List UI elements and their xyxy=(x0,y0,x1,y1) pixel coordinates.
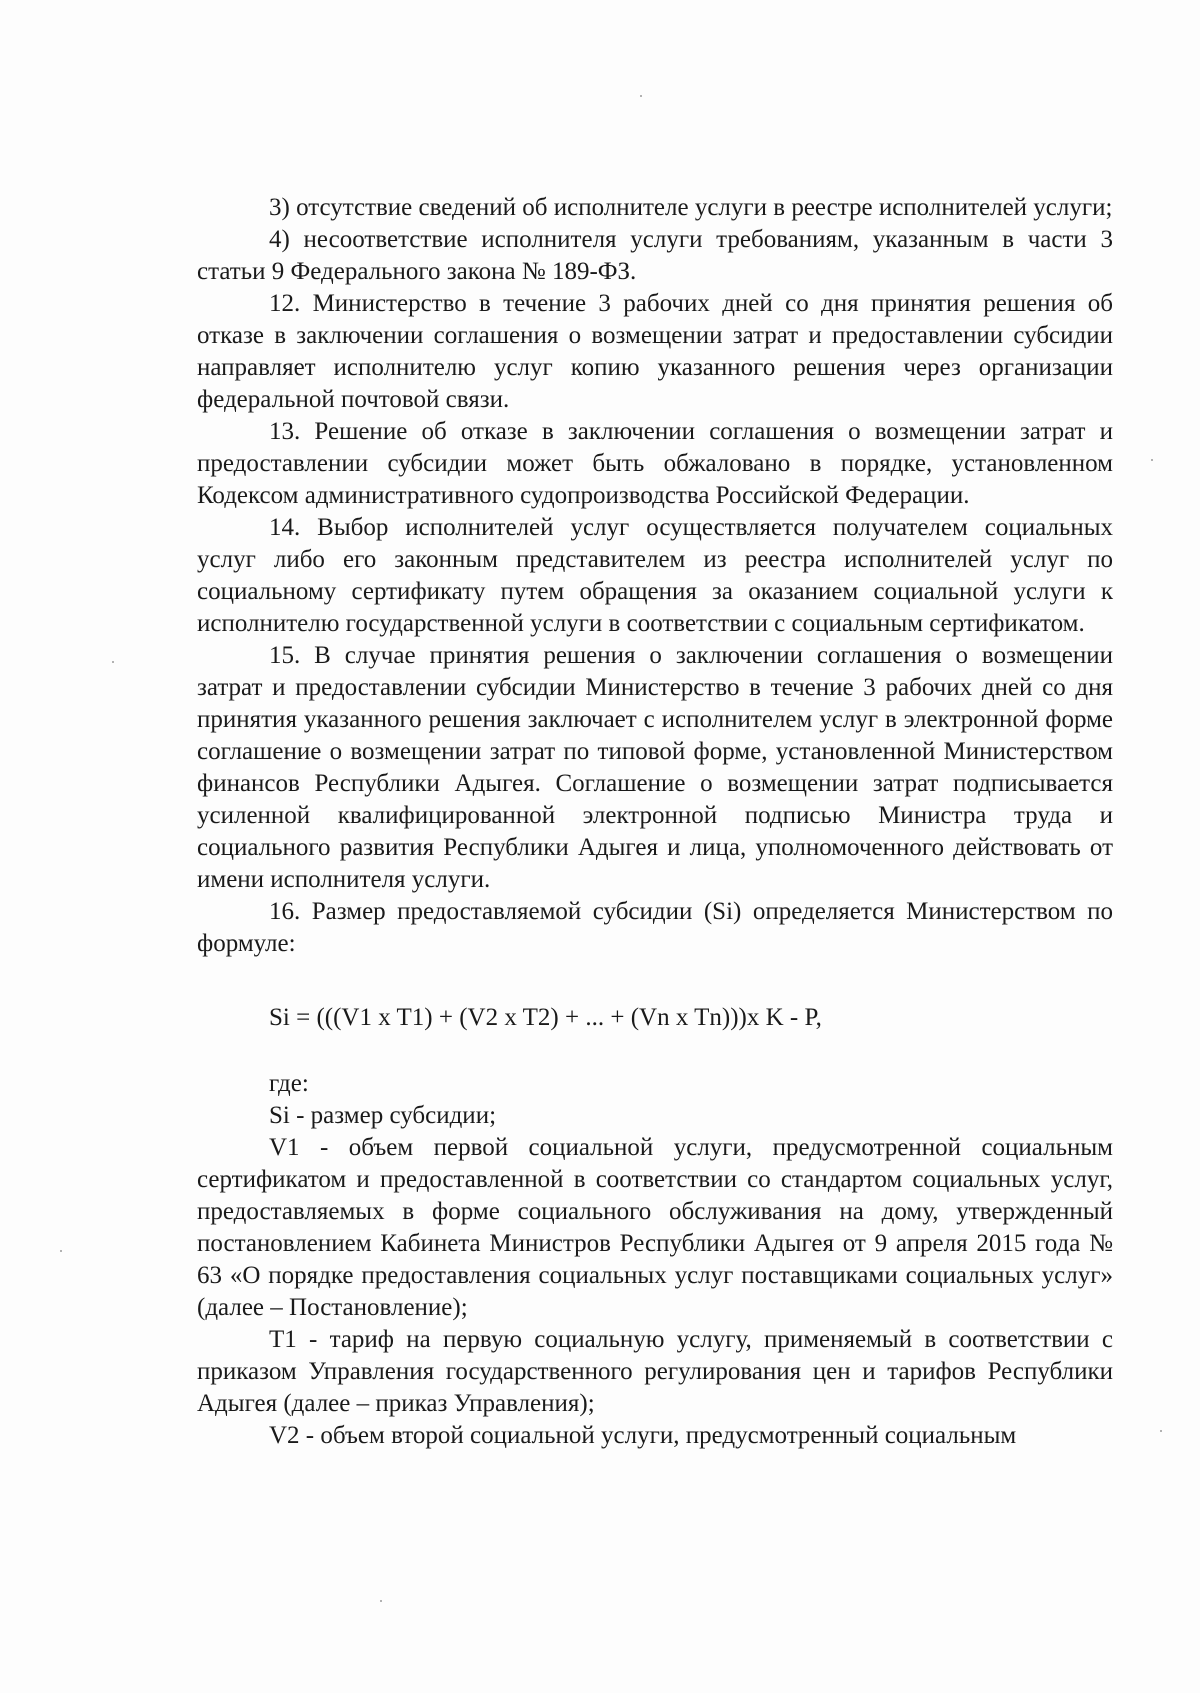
paragraph-15: 15. В случае принятия решения о заключении соглашения о возмещении затрат и предоставлении субсидии Министерство в течение 3 рабочих дней со дня принятия указанного решения заключает с исполнителем услуг в электронной форме соглашение о возмещении затрат по типовой форме, установленной Министерством финансов Республики Адыгея. Соглашение о возмещении затрат подписывается усиленной квалифицированной электронной подписью Министра труда и социального развития Республики Адыгея и лица, уполномоченного действовать от имени исполнителя услуги. xyxy=(197,642,1113,893)
paragraph-16: 16. Размер предоставляемой субсидии (Si) определяется Министерством по формуле: xyxy=(197,898,1113,957)
definition-v1: V1 - объем первой социальной услуги, предусмотренной социальным сертификатом и предоставленной в соответствии со стандартом социальных услуг, предоставляемых в форме социального обслуживания на дому, утвержденный постановлением Кабинета Министров Республики Адыгея от 9 апреля 2015 года № 63 «О порядке предоставления социальных услуг поставщиками социальных услуг» (далее – Постановление); xyxy=(197,1134,1113,1321)
where-label: где: xyxy=(269,1070,309,1097)
paragraph-item-4: 4) несоответствие исполнителя услуги требованиям, указанным в части 3 статьи 9 Федерального закона № 189-ФЗ. xyxy=(197,226,1113,285)
scan-speck xyxy=(640,95,642,97)
definition-v2: V2 - объем второй социальной услуги, предусмотренный социальным xyxy=(269,1422,1017,1449)
paragraph-item-3: 3) отсутствие сведений об исполнителе услуги в реестре исполнителей услуги; xyxy=(269,194,1113,221)
scan-speck xyxy=(380,1600,382,1602)
scan-speck xyxy=(60,1250,62,1252)
subsidy-formula: Si = (((V1 x T1) + (V2 x T2) + ... + (Vn x Tn)))x K - P, xyxy=(269,1004,822,1031)
document-body xyxy=(197,192,1113,1452)
paragraph-13: 13. Решение об отказе в заключении соглашения о возмещении затрат и предоставлении субсидии может быть обжаловано в порядке, установленном Кодексом административного судопроизводства Российской Федерации. xyxy=(197,418,1113,509)
paragraph-12: 12. Министерство в течение 3 рабочих дней со дня принятия решения об отказе в заключении соглашения о возмещении затрат и предоставлении субсидии направляет исполнителю услуг копию указанного решения через организации федеральной почтовой связи. xyxy=(197,290,1113,413)
scan-speck xyxy=(1160,1430,1162,1432)
scan-speck xyxy=(112,661,114,663)
definition-t1: T1 - тариф на первую социальную услугу, применяемый в соответствии с приказом Управления государственного регулирования цен и тарифов Республики Адыгея (далее – приказ Управления); xyxy=(197,1326,1113,1417)
definition-si: Si - размер субсидии; xyxy=(269,1102,497,1129)
paragraph-14: 14. Выбор исполнителей услуг осуществляется получателем социальных услуг либо его законным представителем из реестра исполнителей услуг по социальному сертификату путем обращения за оказанием социальной услуги к исполнителю государственной услуги в соответствии с социальным сертификатом. xyxy=(197,514,1113,637)
scan-speck xyxy=(1151,459,1153,461)
